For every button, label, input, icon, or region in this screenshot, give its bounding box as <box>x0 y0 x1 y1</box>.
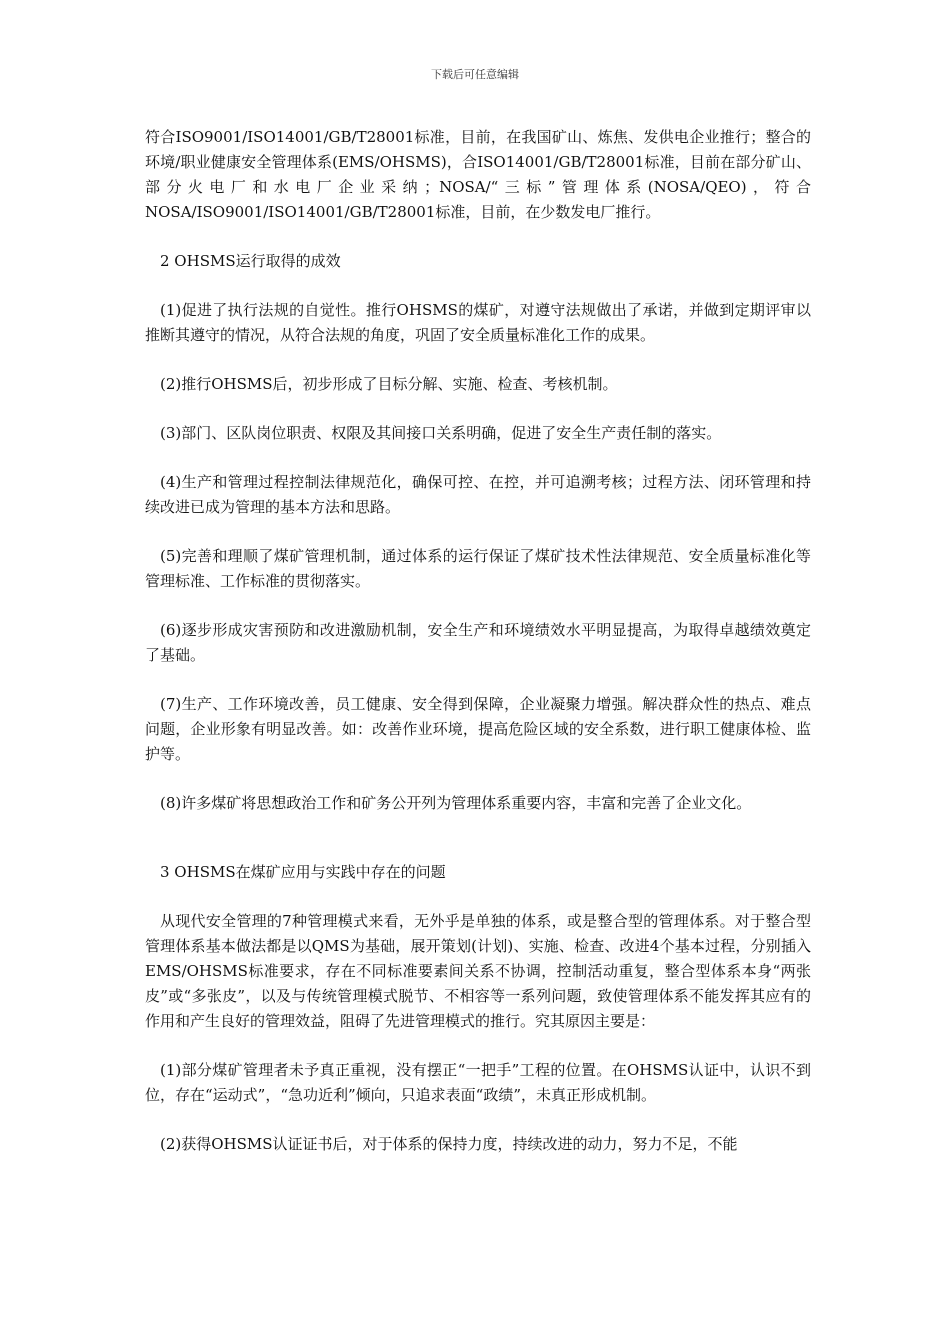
paragraph-item-8: (8)许多煤矿将思想政治工作和矿务公开列为管理体系重要内容，丰富和完善了企业文化。 <box>160 794 752 812</box>
paragraph-analysis: 从现代安全管理的7种管理模式来看，无外乎是单独的体系，或是整合型的管理体系。对于整合型管理体系基本做法都是以QMS为基础，展开策划(计划)、实施、检查、改进4个基本过程，分别插入EMS/OHSMS标准要求，存在不同标准要素间关系不协调，控制活动重复，整合型体系本身“两张皮”或“多张皮”，以及与传统管理模式脱节、不相容等一系列问题，致使管理体系不能发挥其应有的作用和产生良好的管理效益，阻碍了先进管理模式的推行。究其原因主要是： <box>145 912 811 1030</box>
paragraph-item-5: (5)完善和理顺了煤矿管理机制，通过体系的运行保证了煤矿技术性法律规范、安全质量标准化等管理标准、工作标准的贯彻落实。 <box>145 547 811 590</box>
page-header: 下载后可任意编辑 <box>431 68 519 81</box>
paragraph-cause-1: (1)部分煤矿管理者未予真正重视，没有摆正“一把手”工程的位置。在OHSMS认证中，认识不到位，存在“运动式”，“急功近利”倾向，只追求表面“政绩”，未真正形成机制。 <box>145 1061 811 1104</box>
paragraph-item-2: (2)推行OHSMS后，初步形成了目标分解、实施、检查、考核机制。 <box>160 375 618 393</box>
paragraph-item-1: (1)促进了执行法规的自觉性。推行OHSMS的煤矿，对遵守法规做出了承诺，并做到定期评审以推断其遵守的情况，从符合法规的角度，巩固了安全质量标准化工作的成果。 <box>145 301 811 344</box>
paragraph-item-4: (4)生产和管理过程控制法律规范化，确保可控、在控，并可追溯考核；过程方法、闭环管理和持续改进已成为管理的基本方法和思路。 <box>145 473 811 516</box>
paragraph-item-7: (7)生产、工作环境改善，员工健康、安全得到保障，企业凝聚力增强。解决群众性的热点、难点问题，企业形象有明显改善。如：改善作业环境，提高危险区域的安全系数，进行职工健康体检、监护等。 <box>145 695 811 763</box>
paragraph-standards: 符合ISO9001/ISO14001/GB/T28001标准，目前，在我国矿山、炼焦、发供电企业推行；整合的环境/职业健康安全管理体系(EMS/OHSMS)，合ISO14001/GB/T28001标准，目前在部分矿山、部分火电厂和水电厂企业采纳；NOSA/“三标”管理体系(NOSA/QEO)，符合NOSA/ISO9001/ISO14001/GB/T28001标准，目前，在少数发电厂推行。 <box>145 128 811 221</box>
paragraph-cause-2: (2)获得OHSMS认证证书后，对于体系的保持力度，持续改进的动力，努力不足，不能 <box>160 1135 738 1153</box>
section-spacer <box>145 840 811 860</box>
section-heading-2: 2 OHSMS运行取得的成效 <box>160 252 341 270</box>
section-heading-3: 3 OHSMS在煤矿应用与实践中存在的问题 <box>160 863 446 881</box>
paragraph-item-3: (3)部门、区队岗位职责、权限及其间接口关系明确，促进了安全生产责任制的落实。 <box>160 424 722 442</box>
paragraph-item-6: (6)逐步形成灾害预防和改进激励机制，安全生产和环境绩效水平明显提高，为取得卓越绩效奠定了基础。 <box>145 621 811 664</box>
document-body <box>145 125 811 1181</box>
